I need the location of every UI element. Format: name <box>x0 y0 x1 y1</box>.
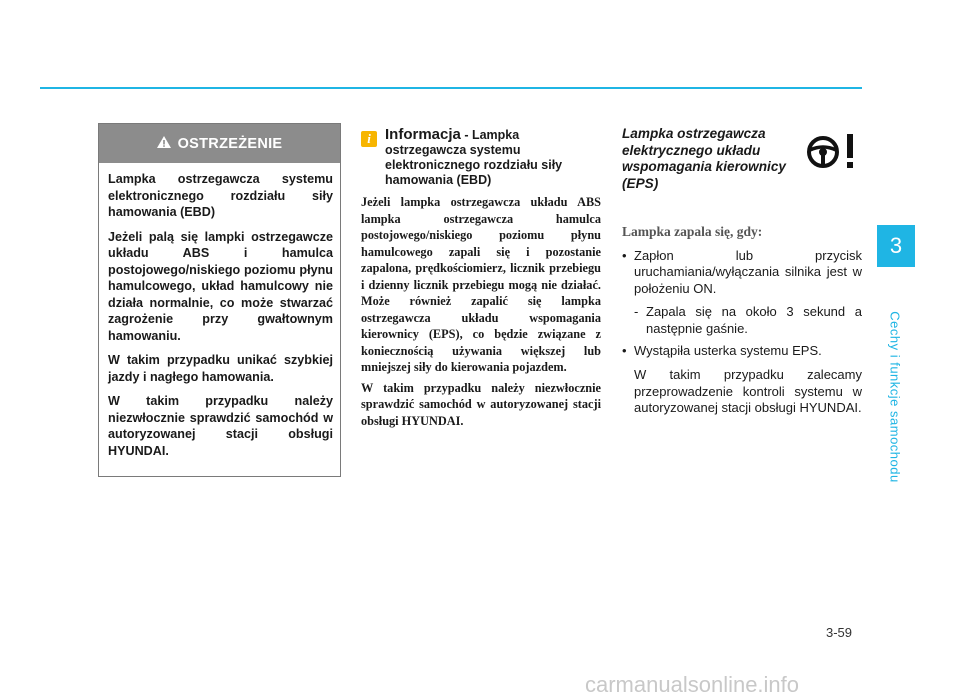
info-paragraph: Jeżeli lampka ostrzegawcza układu ABS lampka ostrzegawcza hamulca postojowego/niskiego poziomu płynu hamulcowego zapali się i pozostanie zapalona, prędkościomierz, licznik przebiegu i dzienny licznik przebiegu mogą nie działać. Może również zapalić się lampka ostrzegawcza układu wspomagania kierownicy (EPS), co będzie związane z koniecznością używania większej lub mniejszej siły do kierowania pojazdem. <box>361 195 601 374</box>
list-item-text: Wystąpiła usterka systemu EPS. <box>634 343 822 359</box>
steering-wheel-warning-icon <box>803 126 863 174</box>
info-icon: i <box>361 131 377 147</box>
info-heading-text: - Lampka ostrzegawcza systemu elektronicznego rozdziału siły hamowania (EBD) <box>385 128 563 187</box>
sub-list-item-text: Zapala się na około 3 sekund a następnie gaśnie. <box>646 304 862 336</box>
list-item-text: Zapłon lub przycisk uruchamiania/wyłączania silnika jest w położeniu ON. <box>634 248 862 296</box>
warning-header <box>99 124 340 163</box>
chapter-title: Cechy i funkcje samochodu <box>887 311 903 483</box>
list-item <box>622 343 862 359</box>
info-section <box>361 127 601 433</box>
warning-paragraph: W takim przypadku należy niezwłocznie sprawdzić samochód w autoryzowanej stacji obsługi HYUNDAI. <box>108 394 333 458</box>
bullet-icon: • <box>622 343 627 359</box>
info-heading <box>385 127 601 188</box>
list-item <box>622 248 862 297</box>
bullet-icon: • <box>622 248 627 263</box>
info-paragraph: W takim przypadku należy niezwłocznie sprawdzić samochód w autoryzowanej stacji obsługi HYUNDAI. <box>361 380 601 428</box>
dash-icon: - <box>634 304 639 320</box>
warning-box <box>98 123 341 477</box>
eps-note: W takim przypadku zalecamy przeprowadzenie kontroli systemu w autoryzowanej stacji obsługi HYUNDAI. <box>634 367 862 416</box>
info-header <box>361 127 601 188</box>
eps-subheading: Lampka zapala się, gdy: <box>622 224 763 239</box>
warning-triangle-icon <box>157 136 171 152</box>
eps-title: Lampka ostrzegawcza elektrycznego układu wspomagania kierownicy (EPS) <box>622 126 786 191</box>
chapter-tab[interactable]: 3 <box>877 225 915 267</box>
warning-header-label: OSTRZEŻENIE <box>177 135 283 152</box>
info-label: Informacja <box>385 126 461 143</box>
warning-paragraph: Lampka ostrzegawcza systemu elektronicznego rozdziału siły hamowania (EBD) <box>108 172 333 219</box>
warning-paragraph: W takim przypadku unikać szybkiej jazdy i nagłego hamowania. <box>108 353 333 384</box>
sub-list-item <box>634 304 862 337</box>
info-body <box>361 194 601 429</box>
eps-list <box>622 248 862 417</box>
warning-body <box>99 163 340 459</box>
eps-section <box>622 126 862 417</box>
top-rule <box>40 87 862 89</box>
warning-paragraph: Jeżeli palą się lampki ostrzegawcze układu ABS i hamulca postojowego/niskiego poziomu płynu hamulcowego, układ hamulcowy nie działa normalnie, co może stwarzać zagrożenie przy gwałtownym hamowaniu. <box>108 229 333 343</box>
page-number: 3-59 <box>826 625 853 640</box>
watermark: carmanualsonline.info <box>585 672 800 697</box>
